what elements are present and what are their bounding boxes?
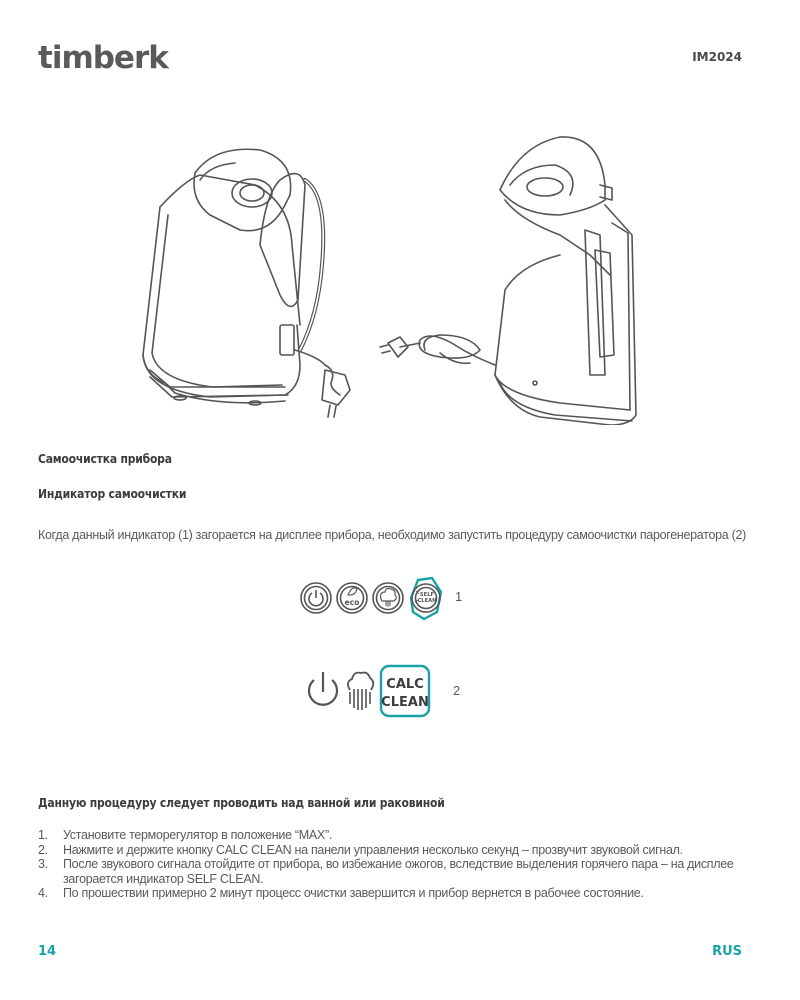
calc-clean-button-icon — [381, 666, 429, 716]
list-item — [38, 843, 758, 858]
step-number: 2. — [38, 842, 48, 857]
self-clean-indicator-icon — [411, 578, 441, 619]
procedure-title: Данную процедуру следует проводить над ванной или раковиной — [38, 796, 445, 810]
steam-generator-illustration — [0, 125, 800, 425]
steam-button-icon — [348, 673, 373, 710]
steam-indicator-icon — [373, 583, 403, 613]
panel-1-number: 1 — [455, 589, 463, 604]
section-description: Когда данный индикатор (1) загорается на дисплее прибора, необходимо запустить процедуру самоочистки парогенератора (2) — [38, 528, 746, 542]
step-text: Установите терморегулятор в положение “MAX”. — [63, 828, 332, 842]
procedure-steps — [38, 828, 758, 901]
brand-logo: timberk — [38, 40, 168, 76]
list-item — [38, 857, 758, 886]
self-clean-top-label: SELF — [419, 592, 435, 598]
section-title: Самоочистка прибора — [38, 452, 172, 466]
left-steam-station-drawing — [143, 149, 350, 417]
calc-top-label: CALC — [386, 677, 424, 692]
step-text: По прошествии примерно 2 минут процесс очистки завершится и прибор вернется в рабочее состояние. — [63, 886, 644, 900]
eco-label: eco — [344, 598, 360, 607]
step-text: После звукового сигнала отойдите от прибора, во избежание ожогов, вследствие выделения горячего пара – на дисплее загорается индикатор SELF CLEAN. — [63, 857, 734, 886]
step-text: Нажмите и держите кнопку CALC CLEAN на панели управления несколько секунд – прозвучит звуковой сигнал. — [63, 842, 683, 857]
step-number: 4. — [38, 886, 48, 900]
step-number: 1. — [38, 828, 48, 842]
right-steam-station-drawing — [380, 137, 636, 425]
display-panel-1 — [300, 572, 450, 640]
list-item — [38, 886, 758, 901]
panel-2-number: 2 — [453, 683, 461, 698]
page-number: 14 — [38, 944, 57, 959]
list-item — [38, 828, 758, 843]
self-clean-bottom-label: CLEAN — [417, 598, 437, 604]
calc-bottom-label: CLEAN — [381, 695, 429, 710]
model-number: IM2024 — [692, 50, 742, 64]
section-subtitle: Индикатор самоочистки — [38, 487, 187, 501]
step-number: 3. — [38, 857, 48, 871]
power-indicator-icon — [301, 583, 331, 613]
eco-indicator-icon — [337, 583, 367, 613]
language-label: RUS — [712, 944, 742, 959]
power-button-icon — [309, 672, 337, 705]
display-panel-2 — [305, 662, 435, 724]
